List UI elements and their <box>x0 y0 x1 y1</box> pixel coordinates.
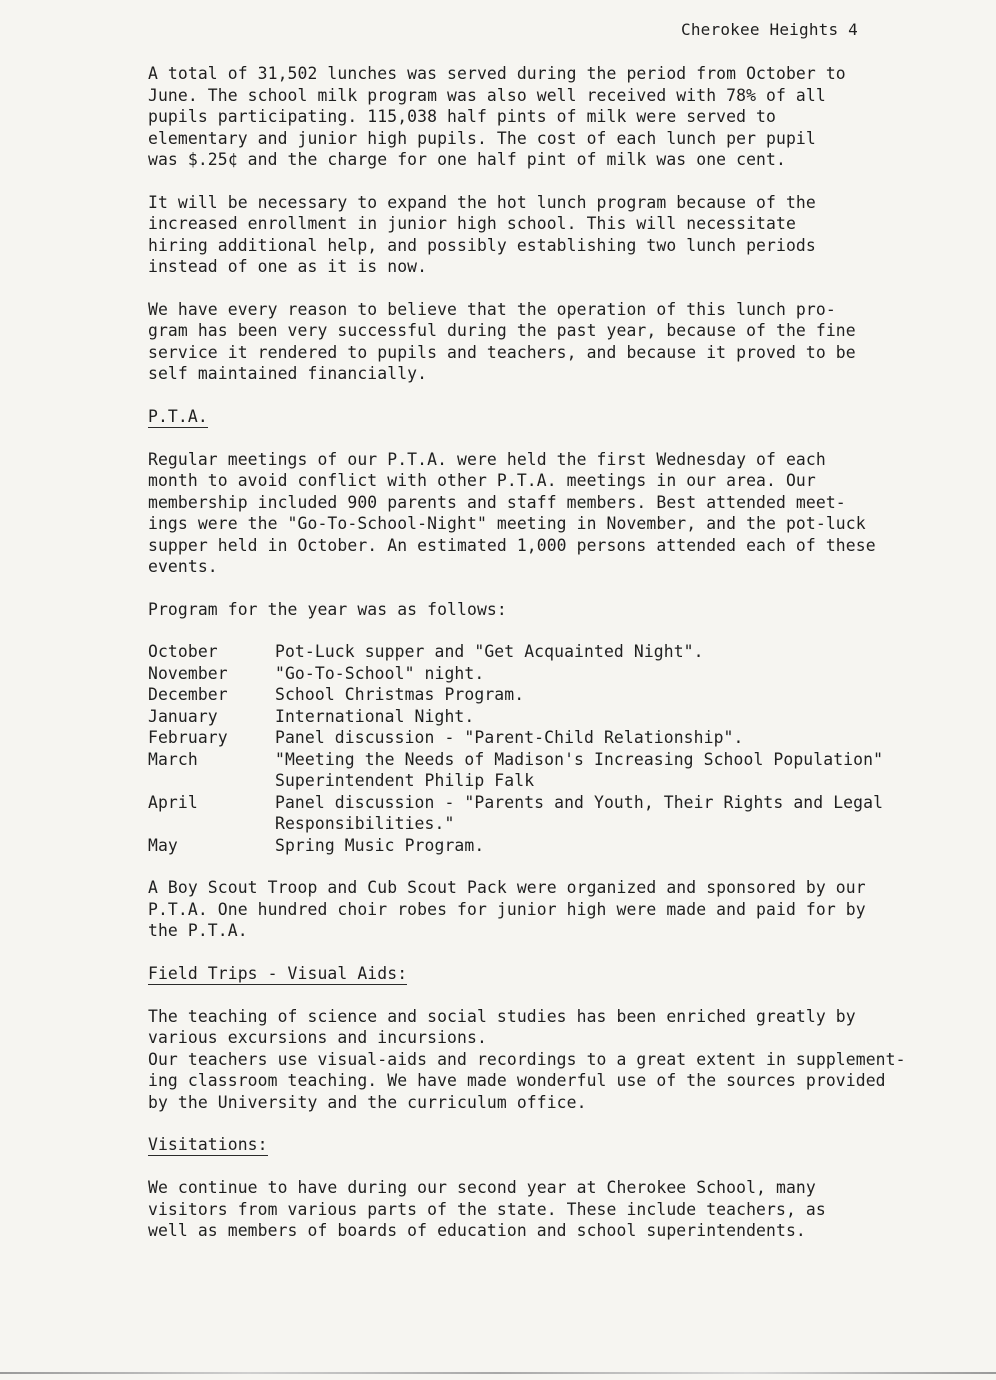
text-line: month to avoid conflict with other P.T.A. meetings in our area. Our <box>148 471 816 490</box>
text-line: Responsibilities." <box>275 814 455 833</box>
text-line: "Go-To-School" night. <box>275 663 485 683</box>
program-month: March <box>148 749 198 769</box>
lunch-paragraph-3 <box>148 299 948 385</box>
text-line: ings were the "Go-To-School-Night" meeting in November, and the pot-luck <box>148 514 866 533</box>
program-row-february <box>148 727 948 749</box>
program-row-december <box>148 684 948 706</box>
text-line: pupils participating. 115,038 half pints of milk were served to <box>148 107 776 126</box>
scan-edge-line <box>0 1372 996 1374</box>
text-line: We continue to have during our second year at Cherokee School, many <box>148 1178 816 1197</box>
text-line: International Night. <box>275 706 475 726</box>
program-event <box>275 663 948 685</box>
text-line: "Meeting the Needs of Madison's Increasing School Population" <box>275 749 884 769</box>
text-line: We have every reason to believe that the operation of this lunch pro- <box>148 299 836 319</box>
program-row-may <box>148 835 948 857</box>
program-row-january <box>148 706 948 728</box>
text-line: It will be necessary to expand the hot lunch program because of the <box>148 192 816 212</box>
text-line: events. <box>148 557 218 576</box>
text-line: gram has been very successful during the past year, because of the fine <box>148 321 856 340</box>
text-line: self maintained financially. <box>148 364 428 383</box>
text-line: hiring additional help, and possibly establishing two lunch periods <box>148 235 816 255</box>
text-line: School Christmas Program. <box>275 685 525 704</box>
text-line: Superintendent Philip Falk <box>275 771 535 790</box>
text-line: various excursions and incursions. <box>148 1028 487 1047</box>
document-body <box>148 63 948 1242</box>
field-trips-heading: Field Trips - Visual Aids: <box>148 963 408 983</box>
text-line: Pot-Luck supper and "Get Acquainted Night". <box>275 642 704 661</box>
program-event <box>275 792 948 835</box>
text-line: elementary and junior high pupils. The cost of each lunch per pupil <box>148 128 816 148</box>
program-month: May <box>148 835 178 855</box>
text-line: Our teachers use visual-aids and recordings to a great extent in supplement- <box>148 1049 906 1069</box>
text-line: Panel discussion - "Parent-Child Relationship". <box>275 728 744 747</box>
program-month: January <box>148 706 218 726</box>
text-line: Panel discussion - "Parents and Youth, Their Rights and Legal <box>275 792 884 812</box>
program-event <box>275 749 948 792</box>
text-line: membership included 900 parents and staff members. Best attended meet- <box>148 492 846 512</box>
lunch-paragraph-1 <box>148 63 948 171</box>
program-event <box>275 835 948 857</box>
visitations-paragraph <box>148 1177 948 1242</box>
text-line: The teaching of science and social studies has been enriched greatly by <box>148 1006 856 1026</box>
text-line: Spring Music Program. <box>275 835 485 855</box>
text-line: A Boy Scout Troop and Cub Scout Pack were organized and sponsored by our <box>148 878 866 897</box>
text-line: the P.T.A. <box>148 921 248 940</box>
pta-paragraph-1 <box>148 449 948 578</box>
program-event <box>275 706 948 728</box>
pta-heading: P.T.A. <box>148 406 208 426</box>
program-event <box>275 684 948 706</box>
program-intro: Program for the year was as follows: <box>148 599 507 619</box>
page-header: Cherokee Heights 4 <box>681 20 858 39</box>
program-event <box>275 641 948 663</box>
program-row-april <box>148 792 948 835</box>
visitations-heading: Visitations: <box>148 1135 268 1154</box>
text-line: visitors from various parts of the state. These include teachers, as <box>148 1199 826 1219</box>
text-line: P.T.A. One hundred choir robes for junior high were made and paid for by <box>148 899 866 919</box>
program-month: November <box>148 663 228 683</box>
field-trips-paragraph <box>148 1006 948 1114</box>
text-line: service it rendered to pupils and teachers, and because it proved to be <box>148 342 856 362</box>
program-row-november <box>148 663 948 685</box>
program-row-october <box>148 641 948 663</box>
program-list <box>148 641 948 856</box>
text-line: was $.25¢ and the charge for one half pint of milk was one cent. <box>148 150 786 169</box>
text-line: increased enrollment in junior high school. This will necessitate <box>148 214 796 233</box>
text-line: A total of 31,502 lunches was served during the period from October to <box>148 64 846 83</box>
program-month: October <box>148 642 218 661</box>
text-line: ing classroom teaching. We have made wonderful use of the sources provided <box>148 1071 886 1090</box>
program-event <box>275 727 948 749</box>
lunch-paragraph-2 <box>148 192 948 278</box>
program-row-march <box>148 749 948 792</box>
text-line: Regular meetings of our P.T.A. were held the first Wednesday of each <box>148 449 826 469</box>
program-month: February <box>148 728 228 747</box>
program-month: December <box>148 685 228 704</box>
text-line: instead of one as it is now. <box>148 257 428 276</box>
text-line: by the University and the curriculum office. <box>148 1092 587 1112</box>
program-month: April <box>148 792 198 812</box>
pta-paragraph-2 <box>148 877 948 942</box>
text-line: supper held in October. An estimated 1,000 persons attended each of these <box>148 535 876 555</box>
text-line: well as members of boards of education and school superintendents. <box>148 1221 806 1240</box>
text-line: June. The school milk program was also well received with 78% of all <box>148 85 826 105</box>
